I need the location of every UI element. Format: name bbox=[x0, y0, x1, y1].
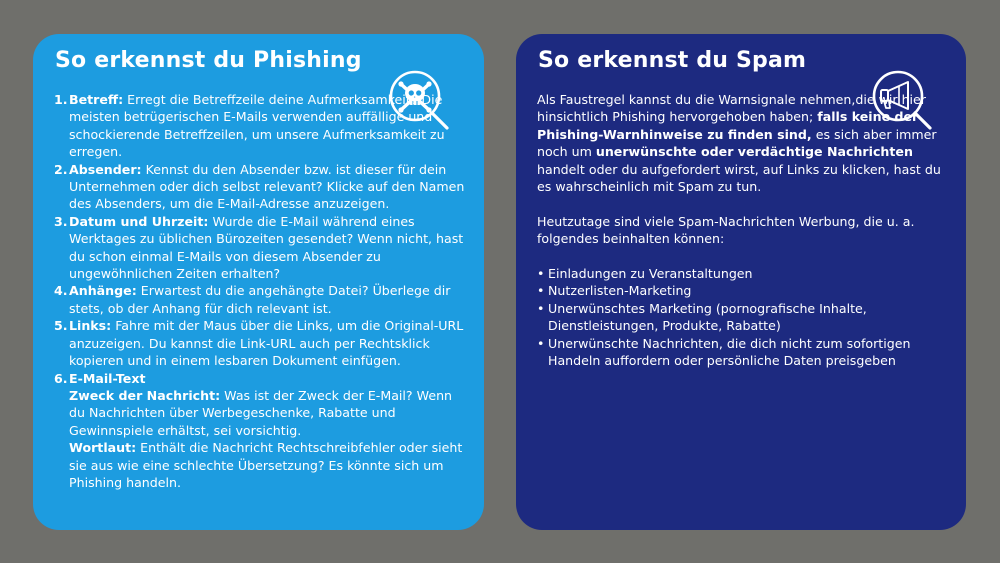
spam-bullet-list bbox=[537, 265, 942, 369]
list-item bbox=[54, 161, 469, 213]
purpose-text: Was ist der Zweck der E-Mail? Wenn du Nachrichten über Werbegeschenke, Rabatte und Gewinnspiele erhältst, sei vorsichtig. bbox=[69, 387, 453, 438]
spam-card bbox=[516, 34, 966, 530]
list-item bbox=[54, 317, 469, 369]
item-number: 5. bbox=[54, 318, 68, 334]
spam-text-bold: unerwünschte oder verdächtige Nachrichten bbox=[595, 144, 913, 160]
purpose-paragraph bbox=[69, 387, 469, 439]
item-text: Kennst du den Absender bzw. ist dieser für dein Unternehmen oder dich selbst relevant? Klicke auf den Namen des Absenders, um die E-Mail-Adresse anzuzeigen. bbox=[69, 161, 465, 212]
purpose-label: Zweck der Nachricht: bbox=[69, 387, 221, 403]
wording-paragraph bbox=[69, 439, 469, 491]
list-item: • Unerwünschte Nachrichten, die dich nicht zum sofortigen Handeln auffordern oder persönliche Daten preisgeben bbox=[537, 335, 942, 370]
item-text: Wurde die E-Mail während eines Werktages zu üblichen Bürozeiten gesendet? Wenn nicht, hast du schon einmal E-Mails von diesem Absender zu ungewöhnlichen Zeiten erhalten? bbox=[69, 213, 464, 282]
list-item bbox=[54, 370, 469, 492]
item-text: Erregt die Betreffzeile deine Aufmerksamkeit? Die meisten betrügerischen E-Mails verwenden auffällige und schockierende Betreffzeilen, um unsere Aufmerksamkeit zu erregen. bbox=[69, 92, 445, 160]
spam-title: So erkennst du Spam bbox=[538, 48, 807, 73]
spam-text-bold: falls keine der Phishing-Warnhinweise zu finden sind, bbox=[537, 109, 919, 142]
item-label: E-Mail-Text bbox=[69, 370, 146, 386]
spam-paragraph-1 bbox=[537, 91, 942, 195]
spam-paragraph-2: Heutzutage sind viele Spam-Nachrichten Werbung, die u. a. folgendes beinhalten können: bbox=[537, 213, 915, 247]
list-item bbox=[54, 213, 469, 283]
spam-text: Als Faustregel kannst du die Warnsignale nehmen,die wir hier hinsichtlich Phishing hervorgehoben haben; bbox=[537, 92, 926, 125]
item-text: Fahre mit der Maus über die Links, um die Original-URL anzuzeigen. Du kannst die Link-URL auch per Rechtsklick kopieren und in einem lesbaren Dokument einfügen. bbox=[69, 318, 464, 369]
list-item: • Nutzerlisten-Marketing bbox=[537, 282, 942, 299]
item-number: 6. bbox=[54, 370, 68, 386]
item-label: Betreff: bbox=[69, 92, 124, 107]
item-label: Datum und Uhrzeit: bbox=[69, 213, 209, 229]
spam-text: es sich aber immer noch um bbox=[537, 126, 937, 160]
list-item: • Unerwünschtes Marketing (pornografische Inhalte, Dienstleistungen, Produkte, Rabatte) bbox=[537, 300, 942, 335]
list-item bbox=[54, 282, 469, 317]
spam-text: handelt oder du aufgefordert wirst, auf Links zu klicken, hast du es wahrscheinlich mit Spam zu tun. bbox=[537, 161, 941, 195]
item-number: 1. bbox=[54, 92, 68, 107]
list-item: • Einladungen zu Veranstaltungen bbox=[537, 265, 942, 282]
item-label: Absender: bbox=[69, 161, 142, 177]
spam-content bbox=[537, 91, 942, 369]
item-text: Erwartest du die angehängte Datei? Überlege dir stets, ob der Anhang für dich relevant ist. bbox=[69, 283, 451, 316]
item-number: 4. bbox=[54, 283, 68, 299]
item-label: Links: bbox=[69, 318, 112, 334]
wording-text: Enthält die Nachricht Rechtschreibfehler oder sieht sie aus wie eine schlechte Übersetzung? Es könnte sich um Phishing handeln. bbox=[69, 440, 463, 490]
phishing-list bbox=[54, 91, 469, 491]
wording-label: Wortlaut: bbox=[69, 440, 137, 456]
phishing-card bbox=[33, 34, 484, 530]
list-item bbox=[54, 91, 469, 161]
item-label: Anhänge: bbox=[69, 283, 137, 299]
item-number: 3. bbox=[54, 213, 68, 229]
phishing-title: So erkennst du Phishing bbox=[55, 48, 362, 73]
item-number: 2. bbox=[54, 161, 68, 177]
